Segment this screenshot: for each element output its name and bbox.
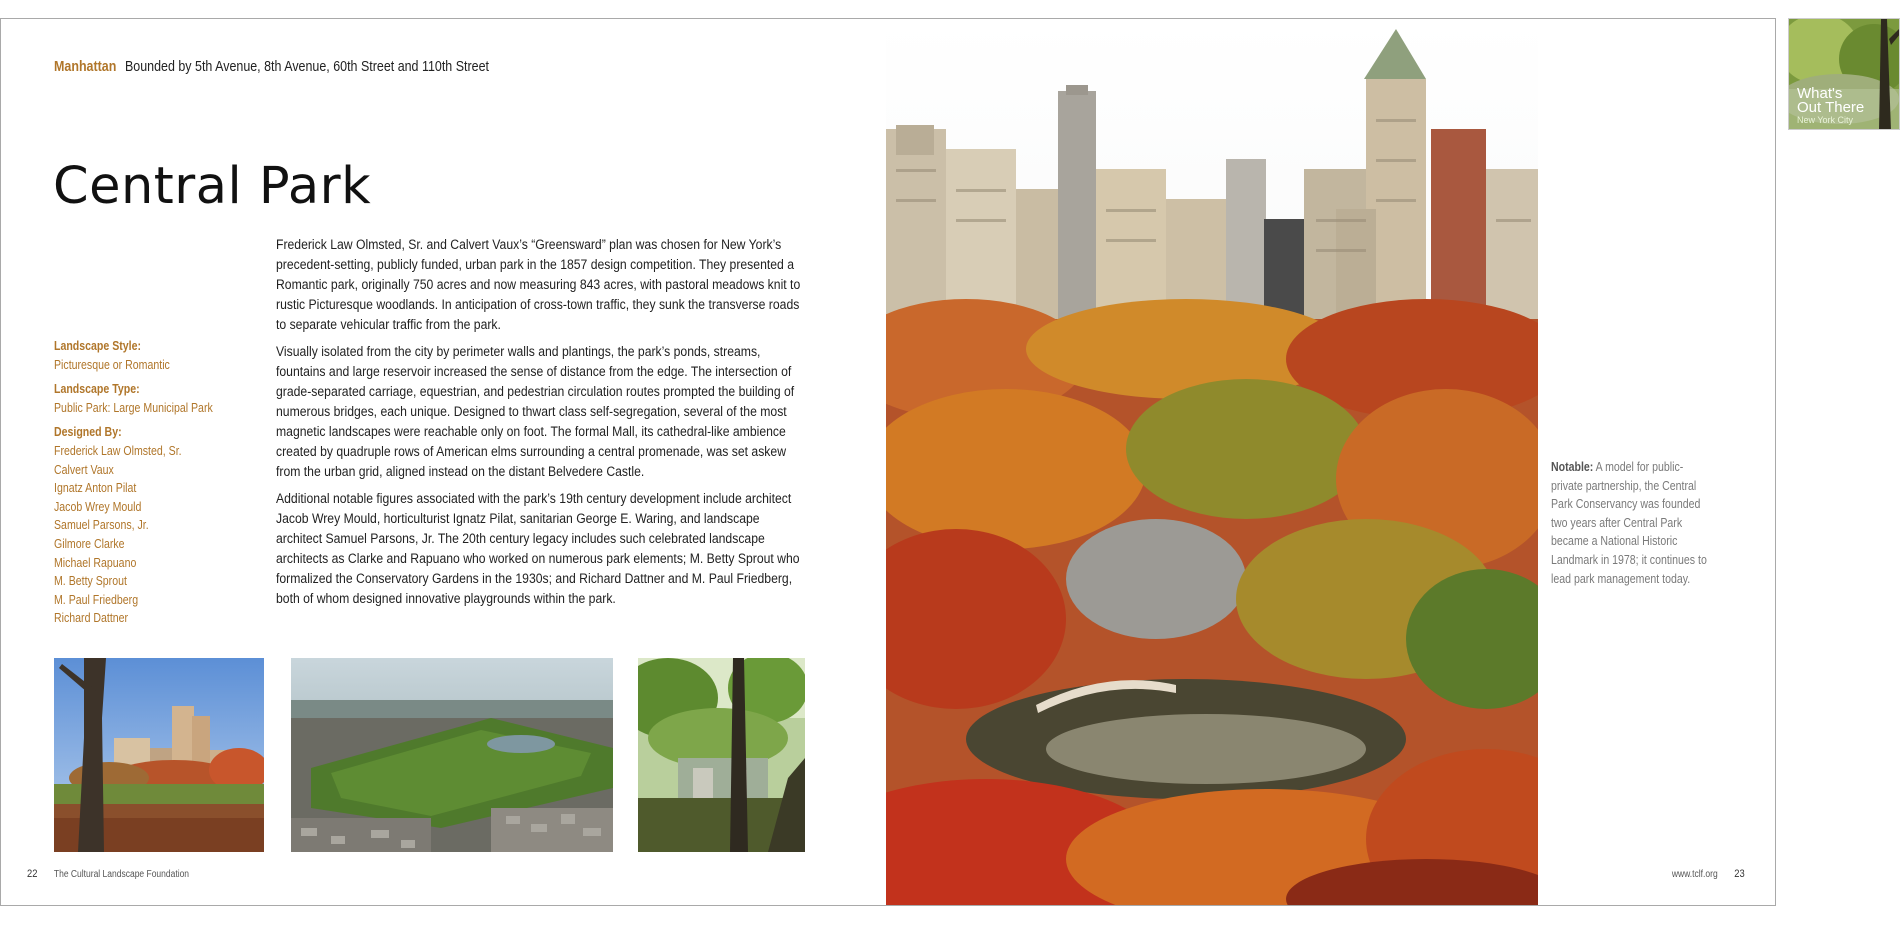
book-spread [0,18,1776,906]
photo-pond-woods [638,658,805,852]
series-logo [1788,18,1900,130]
notable-label: Notable: [1551,460,1594,474]
location-bounds: Bounded by 5th Avenue, 8th Avenue, 60th Street and 110th Street [124,59,489,75]
designed-by-label: Designed By: [54,425,122,440]
page-title: Central Park [53,157,372,216]
designer-name: Frederick Law Olmsted, Sr. [54,443,182,458]
body-text [276,235,801,616]
designer-name: Michael Rapuano [54,555,137,570]
designer-name: Gilmore Clarke [54,536,125,551]
designer-name: M. Paul Friedberg [54,592,139,607]
body-paragraph-1: Frederick Law Olmsted, Sr. and Calvert Vaux’s “Greensward” plan was chosen for New York’s precedent-setting, publicly funded, urban park in the 1857 design competition. They presented a Romantic park, originally 750 acres and now measuring 843 acres, with pastoral meadows knit to rustic Picturesque woodlands. In anticipation of cross-town traffic, they sunk the transverse roads to separate vehicular traffic from the park. [276,237,801,333]
footer-publisher: The Cultural Landscape Foundation [53,869,190,880]
designer-name: M. Betty Sprout [54,574,127,589]
body-paragraph-3: Additional notable figures associated with the park’s 19th century development include architect Jacob Wrey Mould, horticulturist Ignatz Pilat, sanitarian George E. Waring, and landscape architect Samuel Parsons, Jr. The 20th century legacy includes such celebrated landscape architects as Clarke and Rapuano who worked on numerous park elements; M. Betty Sprout who formalized the Conservatory Gardens in the 1930s; and Richard Dattner and M. Paul Friedberg, both of whom designed innovative playgrounds within the park. [276,491,800,607]
logo-subtitle: New York City [1797,115,1854,125]
photo-park-tree [54,658,264,852]
footer-left [27,868,189,880]
location-line [54,59,489,75]
landscape-style-value: Picturesque or Romantic [54,357,170,372]
footer-right [1672,868,1745,880]
landscape-type-value: Public Park: Large Municipal Park [54,400,213,415]
notable-sidebar [1551,458,1715,588]
logo-title: What's Out There [1797,85,1865,116]
designer-name: Jacob Wrey Mould [54,499,142,514]
body-paragraph-2: Visually isolated from the city by perimeter walls and plantings, the park’s ponds, streams, fountains and large reservoir increased the sense of distance from the edge. The intersection of grade-separated carriage, equestrian, and pedestrian circulation routes prompted the building of numerous bridges, each unique. Designed to thwart class self-segregation, several of the most magnetic landscapes were reachable only on foot. The formal Mall, its cathedral-like ambience created by quadruple rows of American elms surrounding a central promenade, was set askew from the urban grid, aligned instead on the distant Belvedere Castle. [276,344,795,480]
page-number-right: 23 [1734,868,1745,880]
photo-central-park-autumn [886,19,1538,906]
location-city: Manhattan [54,59,117,75]
landscape-style-label: Landscape Style: [54,339,142,353]
landscape-type-label: Landscape Type: [54,382,140,397]
notable-text: A model for public-private partnership, the Central Park Conservancy was founded two years after Central Park became a National Historic Landmark in 1978; it continues to lead park management today. [1551,460,1707,586]
photo-aerial-view [291,658,613,852]
designer-name: Ignatz Anton Pilat [54,481,137,496]
landscape-metadata [54,337,213,628]
footer-website: www.tclf.org [1672,869,1718,880]
designer-name: Richard Dattner [54,611,129,626]
page-number-left: 22 [27,868,38,880]
designer-name: Calvert Vaux [54,462,114,477]
designer-name: Samuel Parsons, Jr. [54,518,149,533]
